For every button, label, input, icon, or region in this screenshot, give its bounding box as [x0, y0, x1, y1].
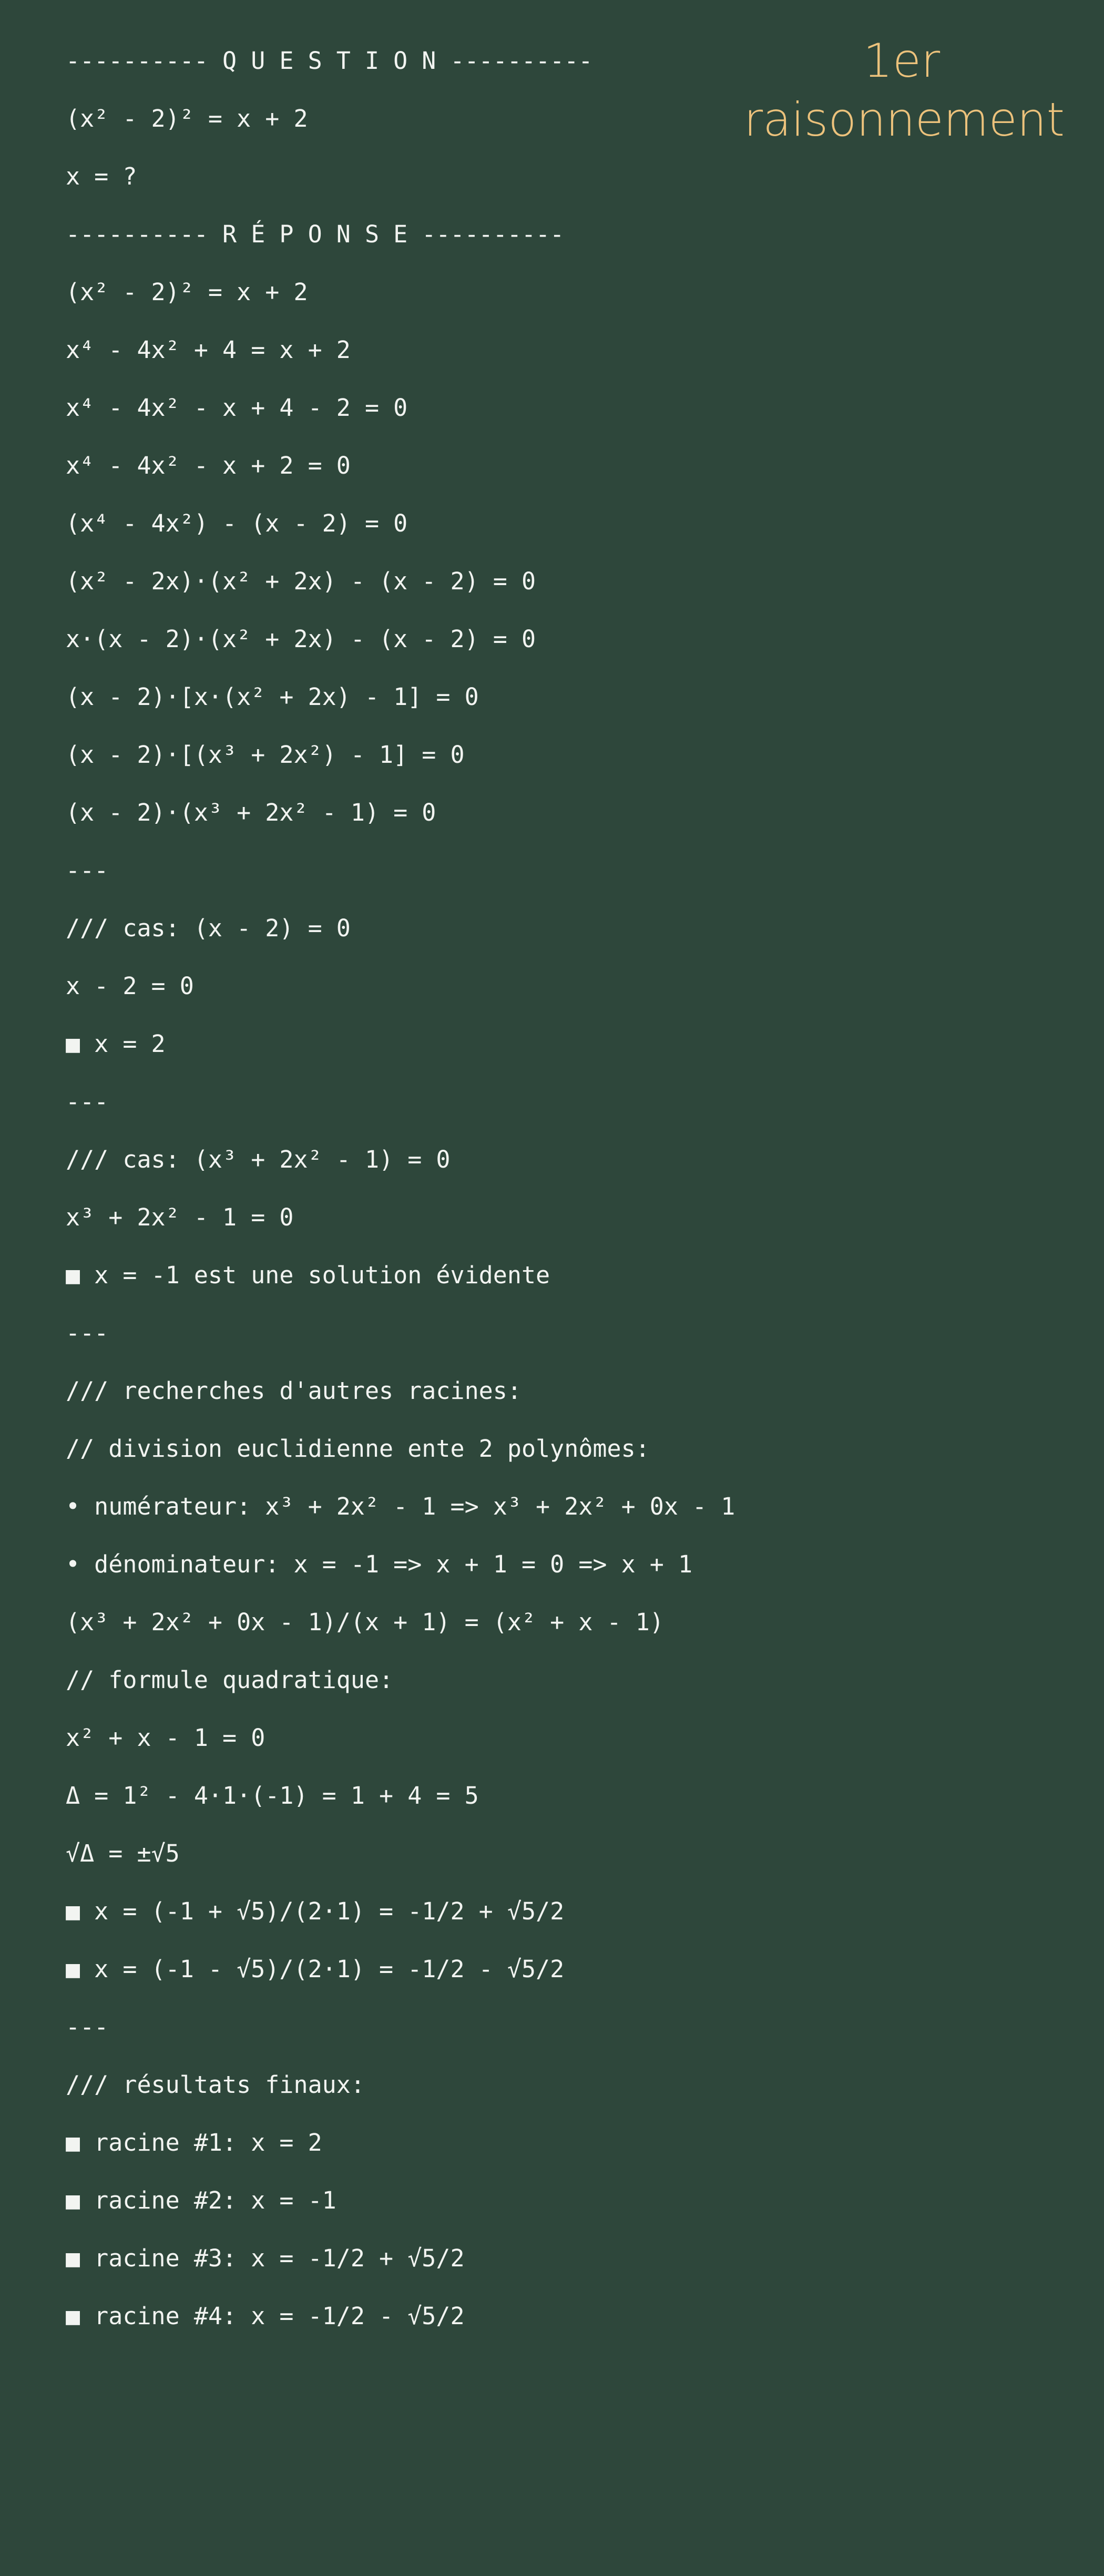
text-line: x - 2 = 0 [66, 972, 194, 1000]
text-line: ■ racine #2: x = -1 [66, 2186, 336, 2214]
text-line: (x³ + 2x² + 0x - 1)/(x + 1) = (x² + x - 1) [66, 1608, 664, 1636]
text-line: ■ x = -1 est une solution évidente [66, 1261, 550, 1289]
text-line: --- [66, 1088, 109, 1116]
text-line: x = ? [66, 162, 137, 190]
text-line: ■ x = (-1 + √5)/(2·1) = -1/2 + √5/2 [66, 1897, 565, 1925]
text-line: • numérateur: x³ + 2x² - 1 => x³ + 2x² + 0x - 1 [66, 1493, 735, 1520]
reasoning-lines [66, 48, 735, 2362]
page-title [744, 32, 1065, 149]
text-line: Δ = 1² - 4·1·(-1) = 1 + 4 = 5 [66, 1782, 479, 1810]
text-line: x² + x - 1 = 0 [66, 1724, 265, 1752]
text-line: --- [66, 856, 109, 884]
text-line: --- [66, 2013, 109, 2041]
text-line: ■ x = 2 [66, 1030, 166, 1058]
text-line: x⁴ - 4x² - x + 4 - 2 = 0 [66, 394, 408, 422]
text-line: --- [66, 1319, 109, 1347]
text-line: ---------- R É P O N S E ---------- [66, 220, 565, 248]
text-line: /// cas: (x³ + 2x² - 1) = 0 [66, 1146, 451, 1173]
text-line: (x² - 2)² = x + 2 [66, 105, 308, 132]
text-line: ■ racine #4: x = -1/2 - √5/2 [66, 2302, 465, 2330]
text-line: • dénominateur: x = -1 => x + 1 = 0 => x + 1 [66, 1550, 693, 1578]
text-line: (x² - 2)² = x + 2 [66, 278, 308, 306]
text-line: x·(x - 2)·(x² + 2x) - (x - 2) = 0 [66, 625, 536, 653]
text-line: ■ racine #3: x = -1/2 + √5/2 [66, 2244, 465, 2272]
text-line: /// résultats finaux: [66, 2071, 365, 2099]
text-line: (x² - 2x)·(x² + 2x) - (x - 2) = 0 [66, 567, 536, 595]
title-line-2: raisonnement [744, 93, 1065, 147]
text-line: /// recherches d'autres racines: [66, 1377, 522, 1405]
text-line: (x - 2)·[(x³ + 2x²) - 1] = 0 [66, 741, 465, 769]
text-line: x³ + 2x² - 1 = 0 [66, 1203, 294, 1231]
text-line: /// cas: (x - 2) = 0 [66, 914, 351, 942]
text-line: √Δ = ±√5 [66, 1839, 180, 1867]
text-line: x⁴ - 4x² - x + 2 = 0 [66, 452, 351, 479]
text-line: // formule quadratique: [66, 1666, 394, 1694]
text-line: ■ racine #1: x = 2 [66, 2129, 322, 2156]
text-line: (x - 2)·(x³ + 2x² - 1) = 0 [66, 799, 436, 826]
text-line: ---------- Q U E S T I O N ---------- [66, 47, 593, 75]
text-line: x⁴ - 4x² + 4 = x + 2 [66, 336, 351, 364]
title-line-1: 1er [863, 34, 941, 88]
text-line: // division euclidienne ente 2 polynômes: [66, 1435, 650, 1463]
text-line: ■ x = (-1 - √5)/(2·1) = -1/2 - √5/2 [66, 1955, 565, 1983]
text-line: (x⁴ - 4x²) - (x - 2) = 0 [66, 509, 408, 537]
text-line: (x - 2)·[x·(x² + 2x) - 1] = 0 [66, 683, 479, 711]
